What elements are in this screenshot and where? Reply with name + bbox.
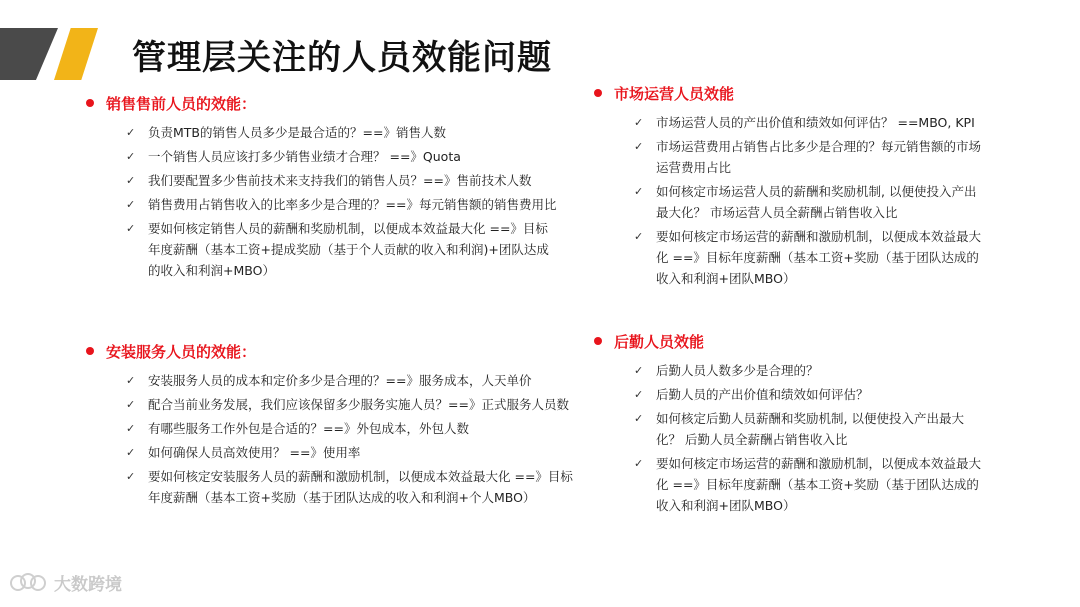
checkmark-icon: ✓ <box>126 446 136 459</box>
list-item <box>126 466 576 508</box>
section-heading-label: 安装服务人员的效能： <box>106 342 257 361</box>
watermark-logo-icon <box>10 571 48 595</box>
checkmark-icon: ✓ <box>126 374 136 387</box>
section-logistics <box>594 330 984 519</box>
item-list <box>126 370 576 508</box>
item-list <box>126 122 558 281</box>
list-item <box>126 122 558 143</box>
list-item <box>126 370 576 391</box>
list-item-text: 配合当前业务发展，我们应该保留多少服务实施人员？==》正式服务人员数 <box>148 397 569 412</box>
section-install <box>86 340 576 511</box>
checkmark-icon: ✓ <box>634 388 644 401</box>
list-item <box>126 418 576 439</box>
checkmark-icon: ✓ <box>126 222 136 235</box>
checkmark-icon: ✓ <box>634 140 644 153</box>
red-dot-icon <box>86 99 94 107</box>
checkmark-icon: ✓ <box>126 422 136 435</box>
section-sales <box>86 92 558 284</box>
section-heading <box>86 340 576 362</box>
checkmark-icon: ✓ <box>634 230 644 243</box>
section-market <box>594 82 984 292</box>
checkmark-icon: ✓ <box>634 412 644 425</box>
red-dot-icon <box>594 89 602 97</box>
page-title: 管理层关注的人员效能问题 <box>132 38 552 78</box>
list-item <box>126 394 576 415</box>
list-item <box>634 453 984 516</box>
list-item-text: 后勤人员人数多少是合理的？ <box>656 363 819 378</box>
list-item-text: 负责MTB的销售人员多少是最合适的？==》销售人数 <box>148 125 446 140</box>
list-item-text: 要如何核定市场运营的薪酬和激励机制，以便成本效益最大化 ==》目标年度薪酬（基本工资+奖励（基于团队达成的收入和利润+团队MBO） <box>656 456 982 513</box>
checkmark-icon: ✓ <box>634 185 644 198</box>
list-item-text: 要如何核定安装服务人员的薪酬和激励机制，以便成本效益最大化 ==》目标年度薪酬（基本工资+奖励（基于团队达成的收入和利润+个人MBO） <box>148 469 573 505</box>
section-heading <box>594 330 984 352</box>
list-item <box>634 181 984 223</box>
list-item <box>634 136 984 178</box>
title-decoration-dark-bar <box>0 28 58 80</box>
list-item <box>126 146 558 167</box>
list-item <box>634 384 984 405</box>
list-item <box>634 112 984 133</box>
title-decoration-yellow-bar <box>54 28 98 80</box>
list-item-text: 如何核定后勤人员薪酬和奖励机制, 以便使投入产出最大化？ 后勤人员全薪酬占销售收入比 <box>656 411 964 447</box>
red-dot-icon <box>86 347 94 355</box>
list-item <box>126 194 558 215</box>
list-item-text: 如何确保人员高效使用？ ==》使用率 <box>148 445 361 460</box>
checkmark-icon: ✓ <box>126 398 136 411</box>
checkmark-icon: ✓ <box>126 150 136 163</box>
section-heading <box>86 92 558 114</box>
list-item-text: 如何核定市场运营人员的薪酬和奖励机制, 以便使投入产出最大化？ 市场运营人员全薪酬占销售收入比 <box>656 184 977 220</box>
watermark-text: 大数跨境 <box>54 575 122 595</box>
list-item-text: 安装服务人员的成本和定价多少是合理的？==》服务成本，人天单价 <box>148 373 532 388</box>
section-heading-label: 后勤人员效能 <box>614 332 705 351</box>
checkmark-icon: ✓ <box>126 126 136 139</box>
list-item-text: 后勤人员的产出价值和绩效如何评估？ <box>656 387 869 402</box>
section-heading-label: 市场运营人员效能 <box>614 84 735 103</box>
item-list <box>634 112 984 289</box>
list-item <box>634 226 984 289</box>
list-item-text: 要如何核定销售人员的薪酬和奖励机制，以便成本效益最大化 ==》目标年度薪酬（基本工资+提成奖励（基于个人贡献的收入和利润)+团队达成的收入和利润+MBO） <box>148 221 549 278</box>
checkmark-icon: ✓ <box>634 364 644 377</box>
watermark <box>10 570 122 595</box>
list-item <box>634 408 984 450</box>
checkmark-icon: ✓ <box>634 116 644 129</box>
list-item <box>634 360 984 381</box>
checkmark-icon: ✓ <box>634 457 644 470</box>
list-item <box>126 442 576 463</box>
list-item-text: 有哪些服务工作外包是合适的？==》外包成本，外包人数 <box>148 421 469 436</box>
list-item-text: 市场运营人员的产出价值和绩效如何评估？ ==MBO, KPI <box>656 115 975 130</box>
checkmark-icon: ✓ <box>126 470 136 483</box>
item-list <box>634 360 984 516</box>
checkmark-icon: ✓ <box>126 174 136 187</box>
list-item-text: 销售费用占销售收入的比率多少是合理的？==》每元销售额的销售费用比 <box>148 197 557 212</box>
section-heading-label: 销售售前人员的效能： <box>106 94 257 113</box>
list-item <box>126 218 558 281</box>
list-item-text: 市场运营费用占销售占比多少是合理的？每元销售额的市场运营费用占比 <box>656 139 982 175</box>
red-dot-icon <box>594 337 602 345</box>
section-heading <box>594 82 984 104</box>
list-item-text: 一个销售人员应该打多少销售业绩才合理？ ==》Quota <box>148 149 461 164</box>
list-item-text: 我们要配置多少售前技术来支持我们的销售人员？==》售前技术人数 <box>148 173 532 188</box>
checkmark-icon: ✓ <box>126 198 136 211</box>
list-item-text: 要如何核定市场运营的薪酬和激励机制，以便成本效益最大化 ==》目标年度薪酬（基本工资+奖励（基于团队达成的收入和利润+团队MBO） <box>656 229 982 286</box>
list-item <box>126 170 558 191</box>
